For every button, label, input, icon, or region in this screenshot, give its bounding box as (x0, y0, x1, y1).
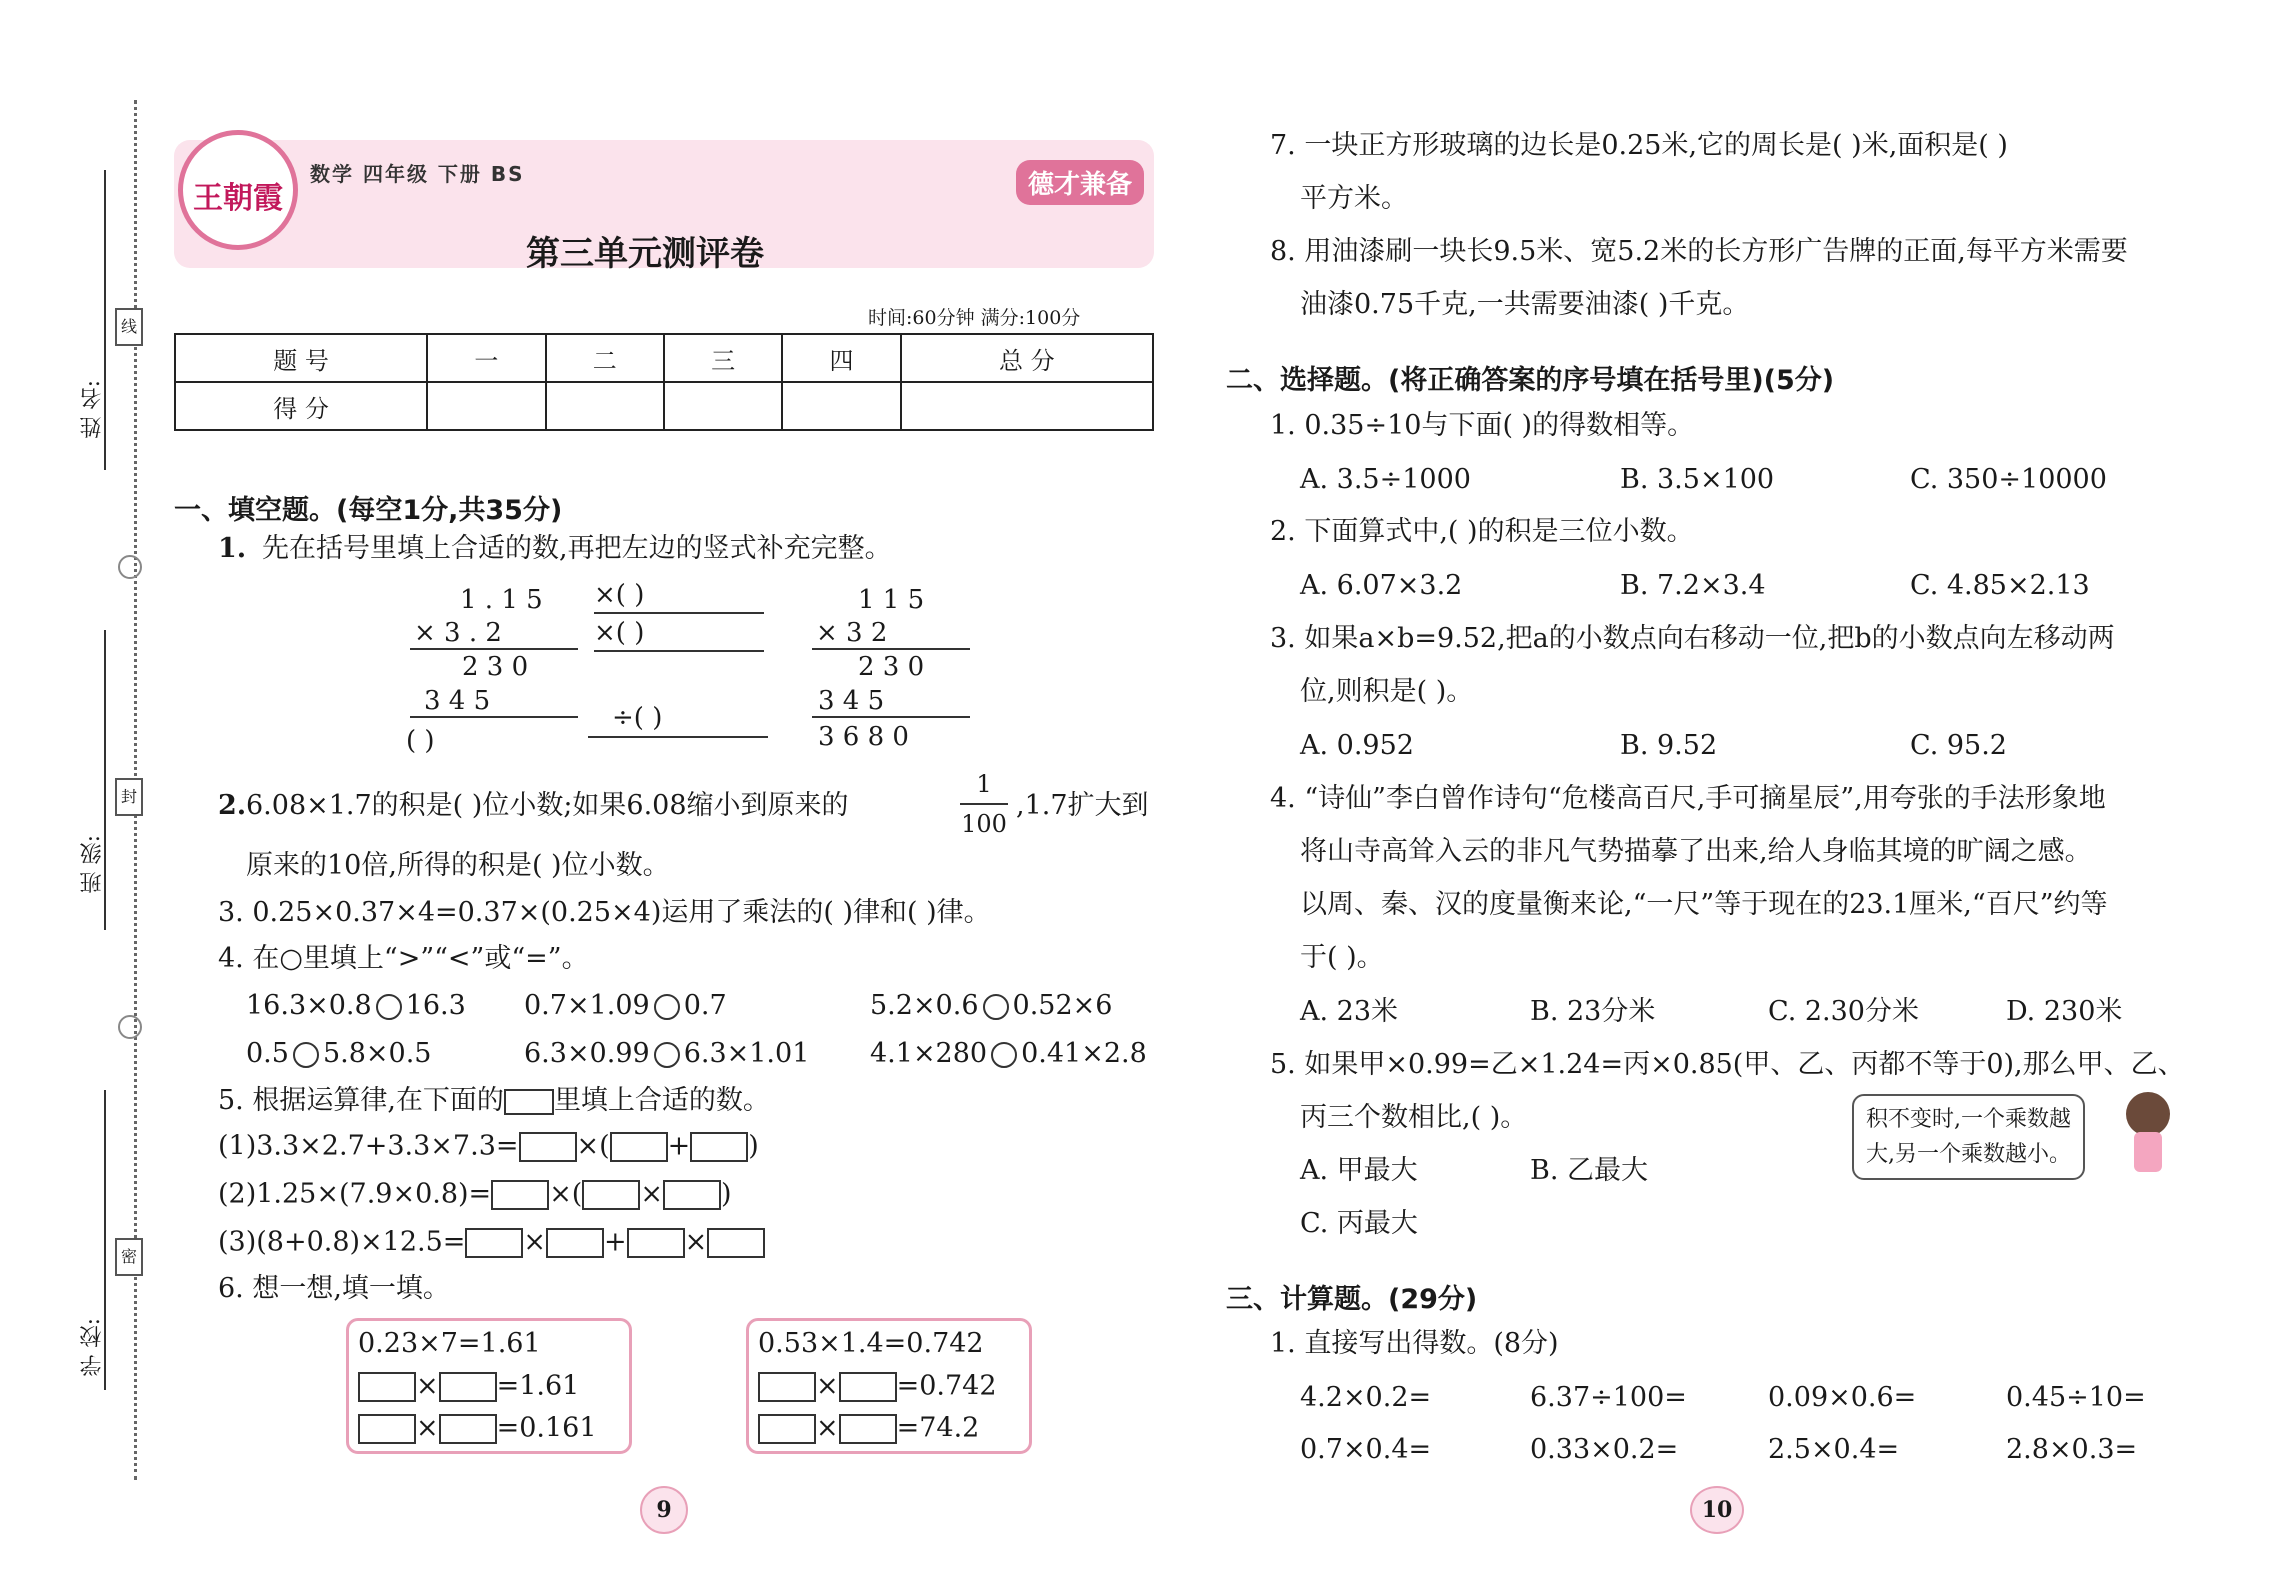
answer-box[interactable] (519, 1132, 577, 1162)
answer-box[interactable] (610, 1132, 668, 1162)
q2-text-c: 原来的10倍,所得的积是( )位小数。 (246, 850, 670, 881)
k1-item: 0.7×0.4= (1300, 1434, 1432, 1465)
fraction-denominator: 100 (961, 810, 1007, 838)
compare-circle[interactable] (654, 994, 680, 1020)
c3-text-a: 3. 如果a×b=9.52,把a的小数点向右移动一位,把b的小数点向左移动两 (1270, 623, 2115, 654)
q5-text-b: 里填上合适的数。 (553, 1085, 770, 1116)
fill-box-1-r1: =1.61 (496, 1370, 580, 1402)
brand-logo-text: 王朝霞 (193, 181, 283, 216)
q4-left: 16.3×0.8 (246, 990, 372, 1021)
q4-item-3 (870, 992, 1112, 1020)
page-number-left: 9 (640, 1486, 688, 1534)
compare-circle[interactable] (654, 1042, 680, 1068)
k1-item: 0.45÷10= (2006, 1382, 2146, 1413)
calc-right-line1: 1 1 5 (858, 585, 925, 615)
seal-char-xian: 线 (115, 308, 143, 346)
q4-right: 5.8×0.5 (322, 1038, 432, 1069)
section1-title: 一、填空题。(每空1分,共35分) (174, 495, 563, 526)
c4-text-d: 于( )。 (1300, 942, 1384, 973)
q1-text: 先在括号里填上合适的数,再把左边的竖式补充完整。 (262, 533, 892, 564)
subject-line: 数学 四年级 下册 BS (310, 162, 525, 186)
fill-box-2-row2: × =74.2 (758, 1414, 979, 1444)
c5-option-b: B. 乙最大 (1530, 1155, 1649, 1186)
calc-arrow-label-3: ÷( ) (612, 703, 663, 733)
answer-box[interactable] (546, 1228, 604, 1258)
fill-box-2-given: 0.53×1.4=0.742 (758, 1328, 984, 1359)
answer-box[interactable] (707, 1228, 765, 1258)
answer-box-icon (504, 1089, 554, 1115)
q4-left: 4.1×280 (870, 1038, 988, 1069)
k1-item: 0.33×0.2= (1530, 1434, 1679, 1465)
time-info: 时间:60分钟 满分:100分 (868, 307, 1081, 329)
q8-text-b: 油漆0.75千克,一共需要油漆( )千克。 (1300, 289, 1750, 320)
calc-right-line2: × 3 2 (816, 618, 888, 648)
page-title: 第三单元测评卷 (526, 234, 764, 274)
score-header-cell: 一 (427, 334, 545, 382)
score-input-cell[interactable] (782, 382, 900, 430)
fraction-numerator: 1 (976, 770, 992, 798)
section3-title: 三、计算题。(29分) (1226, 1284, 1478, 1315)
fill-box-1-given: 0.23×7=1.61 (358, 1328, 541, 1359)
cartoon-girl-body-icon (2134, 1132, 2162, 1172)
c5-text-b: 丙三个数相比,( )。 (1300, 1102, 1528, 1133)
score-table-row (175, 382, 1153, 430)
c1-text: 1. 0.35÷10与下面( )的得数相等。 (1270, 410, 1695, 441)
q5-text-a: 5. 根据运算律,在下面的 (218, 1085, 504, 1116)
answer-box[interactable] (439, 1414, 497, 1444)
calc-left-line4: 3 4 5 (424, 686, 491, 716)
k1-item: 6.37÷100= (1530, 1382, 1687, 1413)
q5-3-expr: (3)(8+0.8)×12.5= (218, 1226, 466, 1258)
answer-box[interactable] (627, 1228, 685, 1258)
fill-box-2-row1: × =0.742 (758, 1372, 997, 1402)
c5-option-a: A. 甲最大 (1300, 1155, 1418, 1186)
score-header-cell: 三 (664, 334, 782, 382)
hint-line-2: 大,另一个乘数越小。 (1866, 1142, 2071, 1168)
k1-item: 0.09×0.6= (1768, 1382, 1917, 1413)
section2-title: 二、选择题。(将正确答案的序号填在括号里)(5分) (1226, 365, 1835, 396)
calc-arrow-label-1: ×( ) (594, 580, 645, 610)
q4-item-4 (246, 1040, 431, 1068)
score-row-label: 得 分 (175, 382, 427, 430)
score-header-cell: 二 (546, 334, 664, 382)
score-input-cell[interactable] (546, 382, 664, 430)
q4-left: 6.3×0.99 (524, 1038, 650, 1069)
q5-line1: (1)3.3×2.7+3.3×7.3= ×( + ) (218, 1130, 759, 1162)
c4-text-a: 4. “诗仙”李白曾作诗句“危楼高百尺,手可摘星辰”,用夸张的手法形象地 (1270, 783, 2106, 814)
answer-box[interactable] (758, 1414, 816, 1444)
c4-option-d: D. 230米 (2006, 996, 2123, 1027)
calc-right-line3: 2 3 0 (858, 652, 925, 682)
compare-circle[interactable] (376, 994, 402, 1020)
q2-text-b: ,1.7扩大到 (1016, 790, 1149, 821)
c2-text: 2. 下面算式中,( )的积是三位小数。 (1270, 516, 1694, 547)
q4-left: 0.5 (246, 1038, 289, 1069)
c5-option-c: C. 丙最大 (1300, 1208, 1418, 1239)
q4-left: 0.7×1.09 (524, 990, 650, 1021)
q4-right: 6.3×1.01 (683, 1038, 810, 1069)
answer-box[interactable] (839, 1414, 897, 1444)
c3-text-b: 位,则积是( )。 (1300, 676, 1474, 707)
cartoon-girl-icon (2126, 1092, 2170, 1136)
q4-item-6 (870, 1040, 1147, 1068)
calc-left-line2: × 3 . 2 (414, 618, 502, 648)
fill-box-1-r2: =0.161 (496, 1412, 597, 1444)
answer-box[interactable] (491, 1180, 549, 1210)
answer-box[interactable] (758, 1372, 816, 1402)
answer-box[interactable] (358, 1372, 416, 1402)
q1-number: 1. (218, 533, 247, 564)
answer-box[interactable] (663, 1180, 721, 1210)
answer-box[interactable] (690, 1132, 748, 1162)
q4-left: 5.2×0.6 (870, 990, 979, 1021)
q2-number: 2. (218, 790, 247, 821)
motto-badge: 德才兼备 (1016, 160, 1144, 205)
calc-rule (812, 716, 970, 718)
c3-option-c: C. 95.2 (1910, 730, 2007, 761)
school-label: 学 校: (80, 1318, 105, 1377)
class-label: 班 级: (80, 835, 105, 894)
compare-circle[interactable] (991, 1042, 1017, 1068)
q8-text-a: 8. 用油漆刷一块长9.5米、宽5.2米的长方形广告牌的正面,每平方米需要 (1270, 236, 2128, 267)
compare-circle[interactable] (293, 1042, 319, 1068)
q3-text: 3. 0.25×0.37×4=0.37×(0.25×4)运用了乘法的( )律和( )律。 (218, 897, 991, 928)
seal-char-feng: 封 (115, 778, 143, 816)
answer-box[interactable] (439, 1372, 497, 1402)
c5-text-a: 5. 如果甲×0.99=乙×1.24=丙×0.85(甲、乙、丙都不等于0),那么甲、乙、 (1270, 1049, 2185, 1080)
calc-left-line1: 1 . 1 5 (460, 585, 543, 615)
c1-option-c: C. 350÷10000 (1910, 464, 2107, 495)
arrow-right-icon (594, 612, 764, 614)
q5-1-expr: (1)3.3×2.7+3.3×7.3= (218, 1130, 519, 1162)
q4-right: 0.41×2.8 (1021, 1038, 1147, 1069)
fill-box-1-row1: × =1.61 (358, 1372, 579, 1402)
score-input-cell[interactable] (901, 382, 1153, 430)
q4-text: 4. 在○里填上“>”“<”或“=”。 (218, 943, 589, 974)
calc-rule (410, 716, 578, 718)
score-input-cell[interactable] (664, 382, 782, 430)
calc-rule (812, 648, 970, 650)
calc-left-line3: 2 3 0 (462, 652, 529, 682)
binding-hole-icon (118, 1015, 142, 1039)
k1-text: 1. 直接写出得数。(8分) (1270, 1328, 1559, 1359)
hint-bubble (1852, 1094, 2085, 1180)
c2-option-c: C. 4.85×2.13 (1910, 570, 2090, 601)
c3-option-a: A. 0.952 (1300, 730, 1414, 761)
score-header-cell: 题 号 (175, 334, 427, 382)
k1-item: 2.5×0.4= (1768, 1434, 1900, 1465)
q4-item-2 (524, 992, 727, 1020)
q7-text-b: 平方米。 (1300, 183, 1408, 214)
calc-arrow-label-2: ×( ) (594, 618, 645, 648)
q4-item-1 (246, 992, 466, 1020)
compare-circle[interactable] (983, 994, 1009, 1020)
q5-line2: (2)1.25×(7.9×0.8)= ×( × ) (218, 1178, 732, 1210)
score-header-cell: 总 分 (901, 334, 1153, 382)
q4-right: 16.3 (405, 990, 466, 1021)
k1-item: 2.8×0.3= (2006, 1434, 2138, 1465)
c1-option-a: A. 3.5÷1000 (1300, 464, 1471, 495)
q2-text-a: 6.08×1.7的积是( )位小数;如果6.08缩小到原来的 (246, 790, 849, 821)
c2-option-a: A. 6.07×3.2 (1300, 570, 1463, 601)
score-table (174, 333, 1154, 431)
c4-option-b: B. 23分米 (1530, 996, 1656, 1027)
c2-option-b: B. 7.2×3.4 (1620, 570, 1766, 601)
answer-box[interactable] (839, 1372, 897, 1402)
q4-item-5 (524, 1040, 809, 1068)
c3-option-b: B. 9.52 (1620, 730, 1718, 761)
q4-right: 0.7 (683, 990, 727, 1021)
q5-line3: (3)(8+0.8)×12.5= × + × (218, 1228, 765, 1258)
calc-rule (410, 648, 578, 650)
hint-line-1: 积不变时,一个乘数越 (1866, 1107, 2071, 1132)
c4-text-b: 将山寺高耸入云的非凡气势描摹了出来,给人身临其境的旷阔之感。 (1300, 836, 2092, 867)
score-table-header-row (175, 334, 1153, 382)
answer-box[interactable] (465, 1228, 523, 1258)
fill-box-2-r2: =74.2 (896, 1412, 980, 1444)
q5-text (218, 1087, 770, 1115)
brand-logo (178, 130, 298, 250)
page-number-right: 10 (1690, 1486, 1744, 1534)
fill-box-1-row2: × =0.161 (358, 1414, 597, 1444)
q4-right: 0.52×6 (1012, 990, 1113, 1021)
arrow-left-icon (588, 736, 768, 738)
answer-box[interactable] (582, 1180, 640, 1210)
seal-char-mi: 密 (115, 1238, 143, 1276)
arrow-right-icon (594, 650, 764, 652)
fill-box-2-r1: =0.742 (896, 1370, 997, 1402)
q5-2-expr: (2)1.25×(7.9×0.8)= (218, 1178, 492, 1210)
q7-text-a: 7. 一块正方形玻璃的边长是0.25米,它的周长是( )米,面积是( ) (1270, 130, 2008, 161)
calc-left-answer: ( ) (406, 726, 435, 756)
k1-item: 4.2×0.2= (1300, 1382, 1432, 1413)
answer-box[interactable] (358, 1414, 416, 1444)
name-label: 姓 名: (80, 380, 105, 439)
c4-option-c: C. 2.30分米 (1768, 996, 1919, 1027)
q6-text: 6. 想一想,填一填。 (218, 1273, 450, 1304)
score-header-cell: 四 (782, 334, 900, 382)
binding-hole-icon (118, 555, 142, 579)
calc-right-answer: 3 6 8 0 (818, 722, 909, 752)
c4-text-c: 以周、秦、汉的度量衡来论,“一尺”等于现在的23.1厘米,“百尺”约等 (1300, 889, 2108, 920)
fraction-bar (960, 803, 1008, 805)
c4-option-a: A. 23米 (1300, 996, 1399, 1027)
c1-option-b: B. 3.5×100 (1620, 464, 1775, 495)
score-input-cell[interactable] (427, 382, 545, 430)
calc-right-line4: 3 4 5 (818, 686, 885, 716)
